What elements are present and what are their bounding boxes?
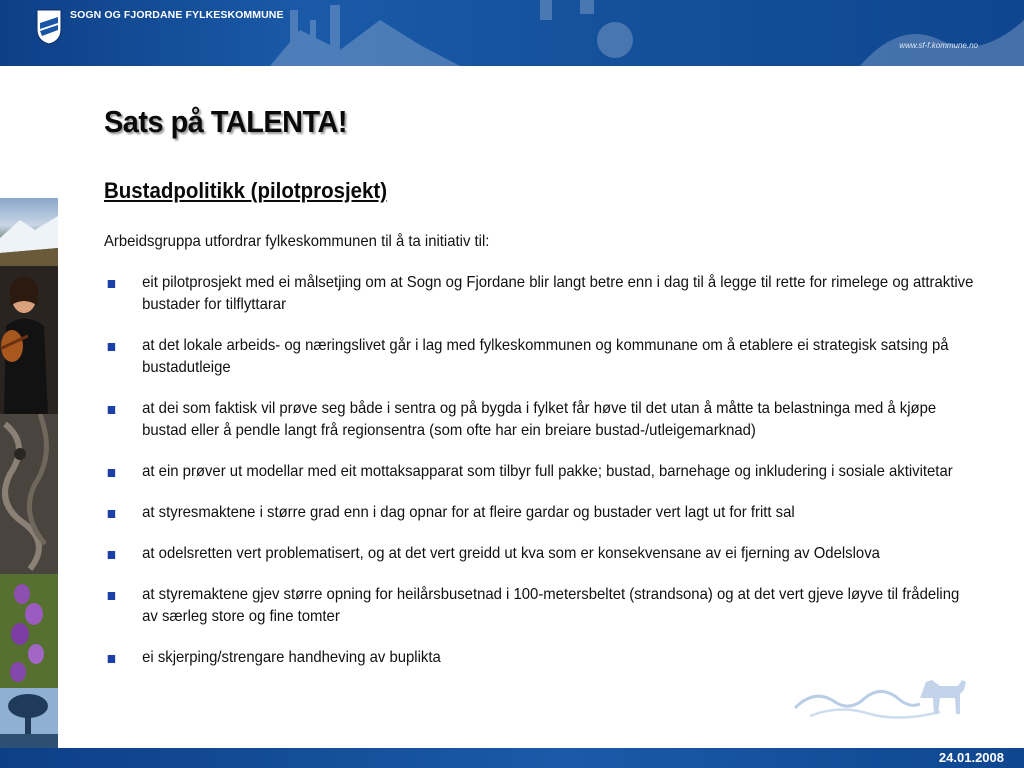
photo-foxglove: [0, 574, 58, 688]
square-bullet-icon: [108, 406, 115, 414]
list-item: [104, 647, 978, 669]
list-item: [104, 502, 978, 524]
list-item: [104, 272, 978, 316]
intro-text: Arbeidsgruppa utfordrar fylkeskommunen til å ta initiativ til:: [104, 233, 490, 250]
bullet-text: at dei som faktisk vil prøve seg både i sentra og på bygda i fylket får høve til det utan å måtte ta belastninga med å kjøpe bustad eller å pendle langt frå regionsentra (som ofte har ein breiare bustad-/utleigemarknad): [142, 400, 937, 439]
bullet-text: at styresmaktene i større grad enn i dag opnar for at fleire gardar og bustader vert lagt ut for fritt sal: [142, 504, 795, 521]
horse-and-waves-logo: [790, 668, 980, 728]
county-coat-of-arms-icon: [36, 9, 62, 45]
list-item: [104, 584, 978, 628]
square-bullet-icon: [108, 280, 115, 288]
bullet-text: eit pilotprosjekt med ei målsetjing om at Sogn og Fjordane blir langt betre enn i dag til å legge til rette for rimelege og attraktive bustader for tilflyttarar: [142, 274, 974, 313]
slide-date: 24.01.2008: [938, 750, 1004, 765]
slide-subtitle: Bustadpolitikk (pilotprosjekt): [104, 178, 388, 203]
bullet-text: at ein prøver ut modellar med eit mottaksapparat som tilbyr full pakke; bustad, barnehage og inkludering i sosiale aktivitetar: [142, 463, 953, 480]
top-banner: [0, 0, 1024, 66]
square-bullet-icon: [108, 655, 115, 663]
square-bullet-icon: [108, 510, 115, 518]
square-bullet-icon: [108, 551, 115, 559]
bullet-text: at det lokale arbeids- og næringslivet går i lag med fylkeskommunen og kommunane om å etablere ei strategisk satsing på bustadutleige: [142, 337, 949, 376]
photo-carving: [0, 414, 58, 574]
bottom-bar: [0, 748, 1024, 768]
photo-strip: [0, 198, 58, 748]
bullet-text: at styremaktene gjev større opning for heilårsbusetnad i 100-metersbeltet (strandsona) og at det vert gjeve løyve til frådeling av særleg store og fine tomter: [142, 586, 960, 625]
square-bullet-icon: [108, 469, 115, 477]
bullet-text: at odelsretten vert problematisert, og at det vert greidd ut kva som er konsekvensane av ei fjerning av Odelslova: [142, 545, 880, 562]
list-item: [104, 398, 978, 442]
organization-name: SOGN OG FJORDANE FYLKESKOMMUNE: [70, 9, 284, 21]
bullet-text: ei skjerping/strengare handheving av buplikta: [142, 649, 441, 666]
list-item: [104, 543, 978, 565]
slide-title: Sats på TALENTA!: [104, 104, 347, 139]
website-url[interactable]: www.sf-f.kommune.no: [899, 41, 978, 50]
banner-decoration-3: [860, 0, 1024, 66]
list-item: [104, 461, 978, 483]
list-item: [104, 335, 978, 379]
photo-violinist: [0, 266, 58, 414]
square-bullet-icon: [108, 592, 115, 600]
photo-tree: [0, 688, 58, 748]
photo-glacier: [0, 198, 58, 266]
bullet-list: [104, 272, 978, 688]
banner-decoration-2: [520, 0, 640, 66]
square-bullet-icon: [108, 343, 115, 351]
